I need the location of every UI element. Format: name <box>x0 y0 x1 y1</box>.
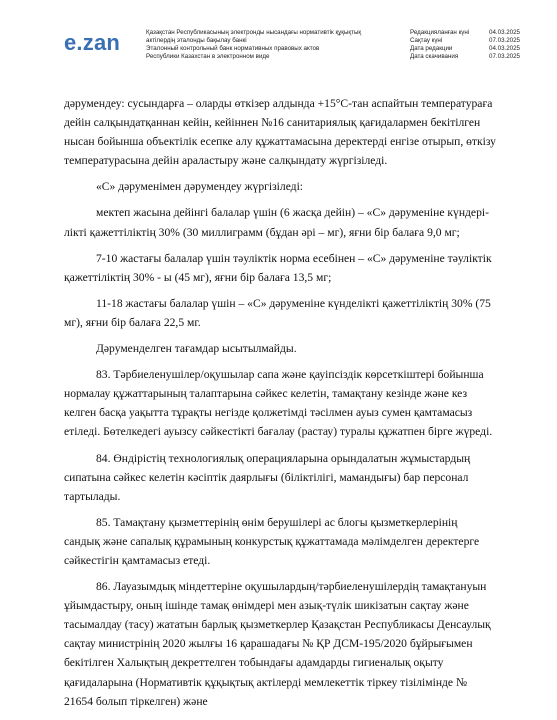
meta-label: Сақтау күні <box>410 37 443 45</box>
paragraph: 84. Өндірістің технологиялық операцияларына орындалатын жұмыстардың сипатына сәйкес келетін кәсіптік даярлығы (біліктілігі, мамандығы) бар персонал тартылады. <box>64 451 471 503</box>
header-line: Қазақстан Республикасының электронды нысандағы нормативтік құқықтық <box>146 29 362 36</box>
meta-value: 04.03.2025 <box>489 29 520 36</box>
meta-label: Редакцияланған күні <box>410 29 470 36</box>
header-line: актілердің эталонды бақылау банкі <box>146 37 247 45</box>
paragraph: «С» дәруменімен дәрумендеу жүргізіледі: <box>96 180 304 194</box>
paragraph: мектеп жасына дейінгі балалар үшін (6 жасқа дейін) – «С» дәруменіне күндерілікті қажеттіліктің 30% (30 миллиграмм (бұдан әрі – мг), яғни бір балаға 9,0 мг; <box>64 206 489 239</box>
meta-value: 07.03.2025 <box>489 53 520 61</box>
meta-value: 04.03.2025 <box>489 45 520 53</box>
meta-value: 07.03.2025 <box>489 37 520 45</box>
meta-label: Дата скачивания <box>410 53 459 61</box>
page-header <box>0 0 557 75</box>
header-dates <box>410 29 520 61</box>
meta-row <box>410 37 520 45</box>
header-source-text <box>146 29 396 61</box>
paragraph: 11-18 жастағы балалар үшін – «С» дәруменіне күнделікті қажеттіліктің 30% (75 мг), яғни бір балаға 22,5 мг. <box>64 296 491 329</box>
paragraph: 86. Лауазымдық міндеттеріне оқушылардың/тәрбиеленушілердің тамақтануын ұйымдастыру, оның ішінде тамақ өнімдері мен азық-түлік шикізатын сақтау және тасымалдау (тасу) жататын барлық қызметкерлер Қазақстан Республикасы Денсаулық сақтау министрінің 2020 жылғы 16 қарашадағы № ҚР ДСМ-195/2020 бұйрығымен бекітілген Халықтың декреттелген тобындағы адамдарды гигиеналық оқыту қағидаларына (Нормативтік құқықтық актілерді мемлекеттік тіркеу тізілімінде № 21654 болып тіркелген) және <box>64 580 491 708</box>
paragraph: дәрумендеу: сусындарға – оларды өткізер алдында +15°С-тан аспайтын температураға дейін салқындатқаннан кейін, кейіннен №16 санитариялық қағидалармен бекітілген нысан бойынша объектілік есепке алу құжаттамасына деректерді енгізе отырып, өткізу температурасына дейін араластыру және салқындату жүргізіледі. <box>64 97 496 168</box>
paragraph: 85. Тамақтану қызметтерінің өнім берушілері ас блогы қызметкерлерінің сандық және сапалық құрамының конкурстық құжаттамада мәлімделген деректерге сәйкестігін қамтамасыз етеді. <box>64 515 480 567</box>
paragraph: 83. Тәрбиеленушілер/оқушылар сапа және қауіпсіздік көрсеткіштері бойынша нормалау құжаттарының талаптарына сәйкес келетін, тамақтану кезінде және кез келген басқа уақытта тұрақты негізде қолжетімді тәсілмен ауыз сумен қамтамасыз етіледі. Бөтелкедегі ауызсу сәйкестікті бағалау (растау) туралы құжатпен бірге жүреді. <box>64 368 493 439</box>
meta-label: Дата редакции <box>410 45 453 53</box>
paragraph: 7-10 жастағы балалар үшін тәуліктік норма есебінен – «С» дәруменіне тәуліктік қажеттіліктің 30% - ы (45 мг), яғни бір балаға 13,5 мг; <box>64 251 492 284</box>
header-line: Республики Казахстан в электронном виде <box>146 53 270 61</box>
header-line: Эталонный контрольный банк нормативных правовых актов <box>146 45 320 53</box>
meta-row <box>410 45 520 53</box>
meta-row <box>410 53 520 61</box>
ezan-logo: e.zan <box>64 30 121 55</box>
meta-row <box>410 29 520 37</box>
paragraph: Дәруменделген тағамдар ысытылмайды. <box>96 342 297 356</box>
document-body <box>64 94 496 718</box>
